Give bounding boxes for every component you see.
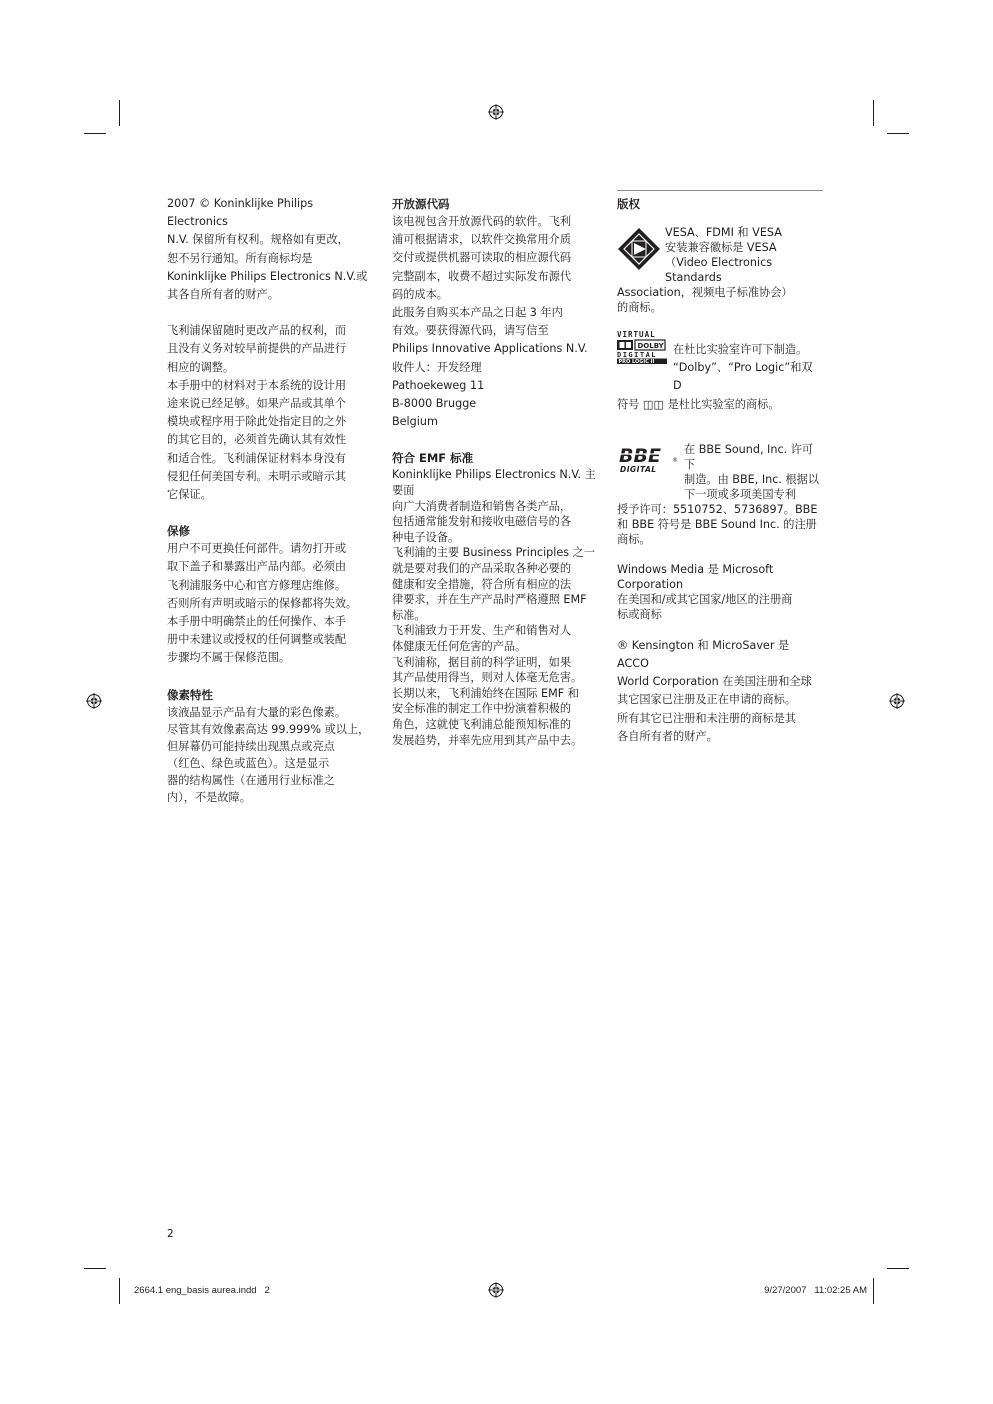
crop-mark — [873, 100, 874, 126]
crop-mark — [887, 1268, 909, 1269]
emf-text: Koninklijke Philips Electronics N.V. 主要面 向广大消费者制造和销售各类产品， 包括通常能发射和接收电磁信号的各 种电子设备。 — [392, 468, 596, 544]
registration-mark-icon — [488, 1282, 504, 1298]
vesa-block — [617, 225, 824, 285]
bbe-logo-icon — [617, 444, 679, 474]
bbe-text: 在 BBE Sound, Inc. 许可下 制造。由 BBE, Inc. 根据以 下一项或多项美国专利 — [684, 442, 820, 501]
copyright-notice: 2007 © Koninklijke Philips Electronics N.V. 保留所有权利。规格如有更改， 恕不另行通知。所有商标均是 Koninklijke Philips Electronics N.V.或 其各自所有者的财产。 — [167, 197, 368, 302]
crop-mark — [887, 133, 909, 134]
address-line: Belgium — [392, 415, 438, 429]
column-left — [167, 195, 377, 806]
registration-mark-icon — [889, 693, 905, 709]
crop-mark — [84, 133, 106, 134]
registration-mark-icon — [488, 104, 504, 120]
address-line: 收件人：开发经理 — [392, 360, 482, 374]
pixel-text: 该液晶显示产品有大量的彩色像素。 尽管其有效像素高达 99.999% 或以上， 但屏幕仍可能持续出现黑点或亮点 （红色、绿色或蓝色）。这是显示 器的结构属性（在通用行业标准之 内），不是故障。 — [167, 705, 370, 804]
service-text: 此服务自购买本产品之日起 3 年内 有效。要获得源代码，请写信至 — [392, 306, 563, 338]
rights-paragraph: 本手册中的材料对于本系统的设计用 途来说已经足够。如果产品或其单个 模块或程序用于除此处指定目的之外 的其它目的，必须首先确认其有效性 和适合性。飞利浦保证材料本身没有 侵犯任何美国专利。未明示或暗示其 它保证。 — [167, 378, 347, 502]
footer-datetime: 9/27/2007 11:02:25 AM — [764, 1285, 867, 1296]
svg-text:VIRTUAL: VIRTUAL — [617, 330, 656, 339]
address-line: Pathoekeweg 11 — [392, 378, 485, 392]
windows-media-text: Windows Media 是 Microsoft Corporation 在美国和/或其它国家/地区的注册商 标或商标 — [617, 562, 793, 621]
vesa-text: Association，视频电子标准协会） 的商标。 — [617, 286, 793, 314]
address-line: B-8000 Brugge — [392, 397, 477, 411]
column-right — [617, 195, 824, 746]
kensington-text: ® Kensington 和 MicroSaver 是 ACCO World Corporation 在美国注册和全球 其它国家已注册及正在申请的商标。 所有其它已注册和未注册的商标是其 各自所有者的财产。 — [617, 638, 812, 743]
dolby-logo-text: DOLBY — [637, 342, 664, 350]
emf-text: 飞利浦的主要 Business Principles 之一 就是要对我们的产品采取各种必要的 健康和安全措施，符合所有相应的法 律要求，并在生产产品时严格遵照 EMF 标准。 — [392, 546, 596, 622]
page-number: 2 — [167, 1228, 174, 1240]
footer-filename: 2664.1 eng_basis aurea.indd 2 — [134, 1285, 270, 1296]
crop-mark — [119, 1278, 120, 1304]
address-line: Philips Innovative Applications N.V. — [392, 342, 588, 356]
registration-mark-icon — [86, 693, 102, 709]
bbe-logo-text: BBE — [619, 444, 661, 467]
section-heading-copyright: 版权 — [617, 197, 640, 211]
svg-text:DIGITAL: DIGITAL — [620, 464, 657, 474]
section-heading-emf: 符合 EMF 标准 — [392, 451, 474, 466]
column-divider — [617, 190, 823, 191]
opensource-text: 该电视包含开放源代码的软件。飞利 浦可根据请求，以软件交换常用介质 交付或提供机器可读取的相应源代码 完整副本，收费不超过实际发布源代 码的成本。 — [392, 215, 572, 301]
warranty-text: 用户不可更换任何部件。请勿打开或 取下盖子和暴露出产品内部。必须由 飞利浦服务中心和官方修理店维修。 否则所有声明或暗示的保修都将失效。 本手册中明确禁止的任何操作、本手 册中未建议或授权的任何调整或装配 步骤均不属于保修范围。 — [167, 542, 358, 665]
column-middle — [392, 195, 606, 748]
section-heading-opensource: 开放源代码 — [392, 197, 450, 211]
dolby-logo-icon — [617, 330, 667, 364]
vesa-text: VESA、FDMI 和 VESA 安装兼容徽标是 VESA （Video Electronics Standards — [665, 226, 782, 284]
dolby-block — [617, 327, 824, 396]
emf-text: 飞利浦致力于开发、生产和销售对人 体健康无任何危害的产品。 — [392, 624, 572, 653]
crop-mark — [873, 1278, 874, 1304]
dolby-text: 在杜比实验室许可下制造。 “Dolby”、“Pro Logic”和双 D — [673, 343, 813, 393]
svg-text:PRO LOGIC II: PRO LOGIC II — [618, 359, 655, 364]
section-heading-pixel: 像素特性 — [167, 687, 213, 702]
svg-text:®: ® — [672, 456, 678, 464]
emf-text: 飞利浦称，据目前的科学证明，如果 其产品使用得当，则对人体毫无危害。 长期以来，飞利浦始终在国际 EMF 和 安全标准的制定工作中扮演着积极的 角色，这就使飞利浦总能预知标准的 发展趋势，并率先应用到其产品中去。 — [392, 655, 583, 747]
svg-text:DIGITAL: DIGITAL — [617, 351, 658, 359]
crop-mark — [84, 1268, 106, 1269]
rights-paragraph: 飞利浦保留随时更改产品的权利，而 且没有义务对较早前提供的产品进行 相应的调整。 — [167, 324, 347, 374]
bbe-block — [617, 442, 824, 502]
vesa-logo-icon — [617, 227, 661, 271]
dolby-text: 符号 ◫◫ 是杜比实验室的商标。 — [617, 397, 780, 411]
section-heading-warranty: 保修 — [167, 524, 190, 539]
crop-mark — [119, 100, 120, 126]
bbe-text: 授予许可：5510752、5736897。BBE 和 BBE 符号是 BBE Sound Inc. 的注册 商标。 — [617, 502, 818, 546]
